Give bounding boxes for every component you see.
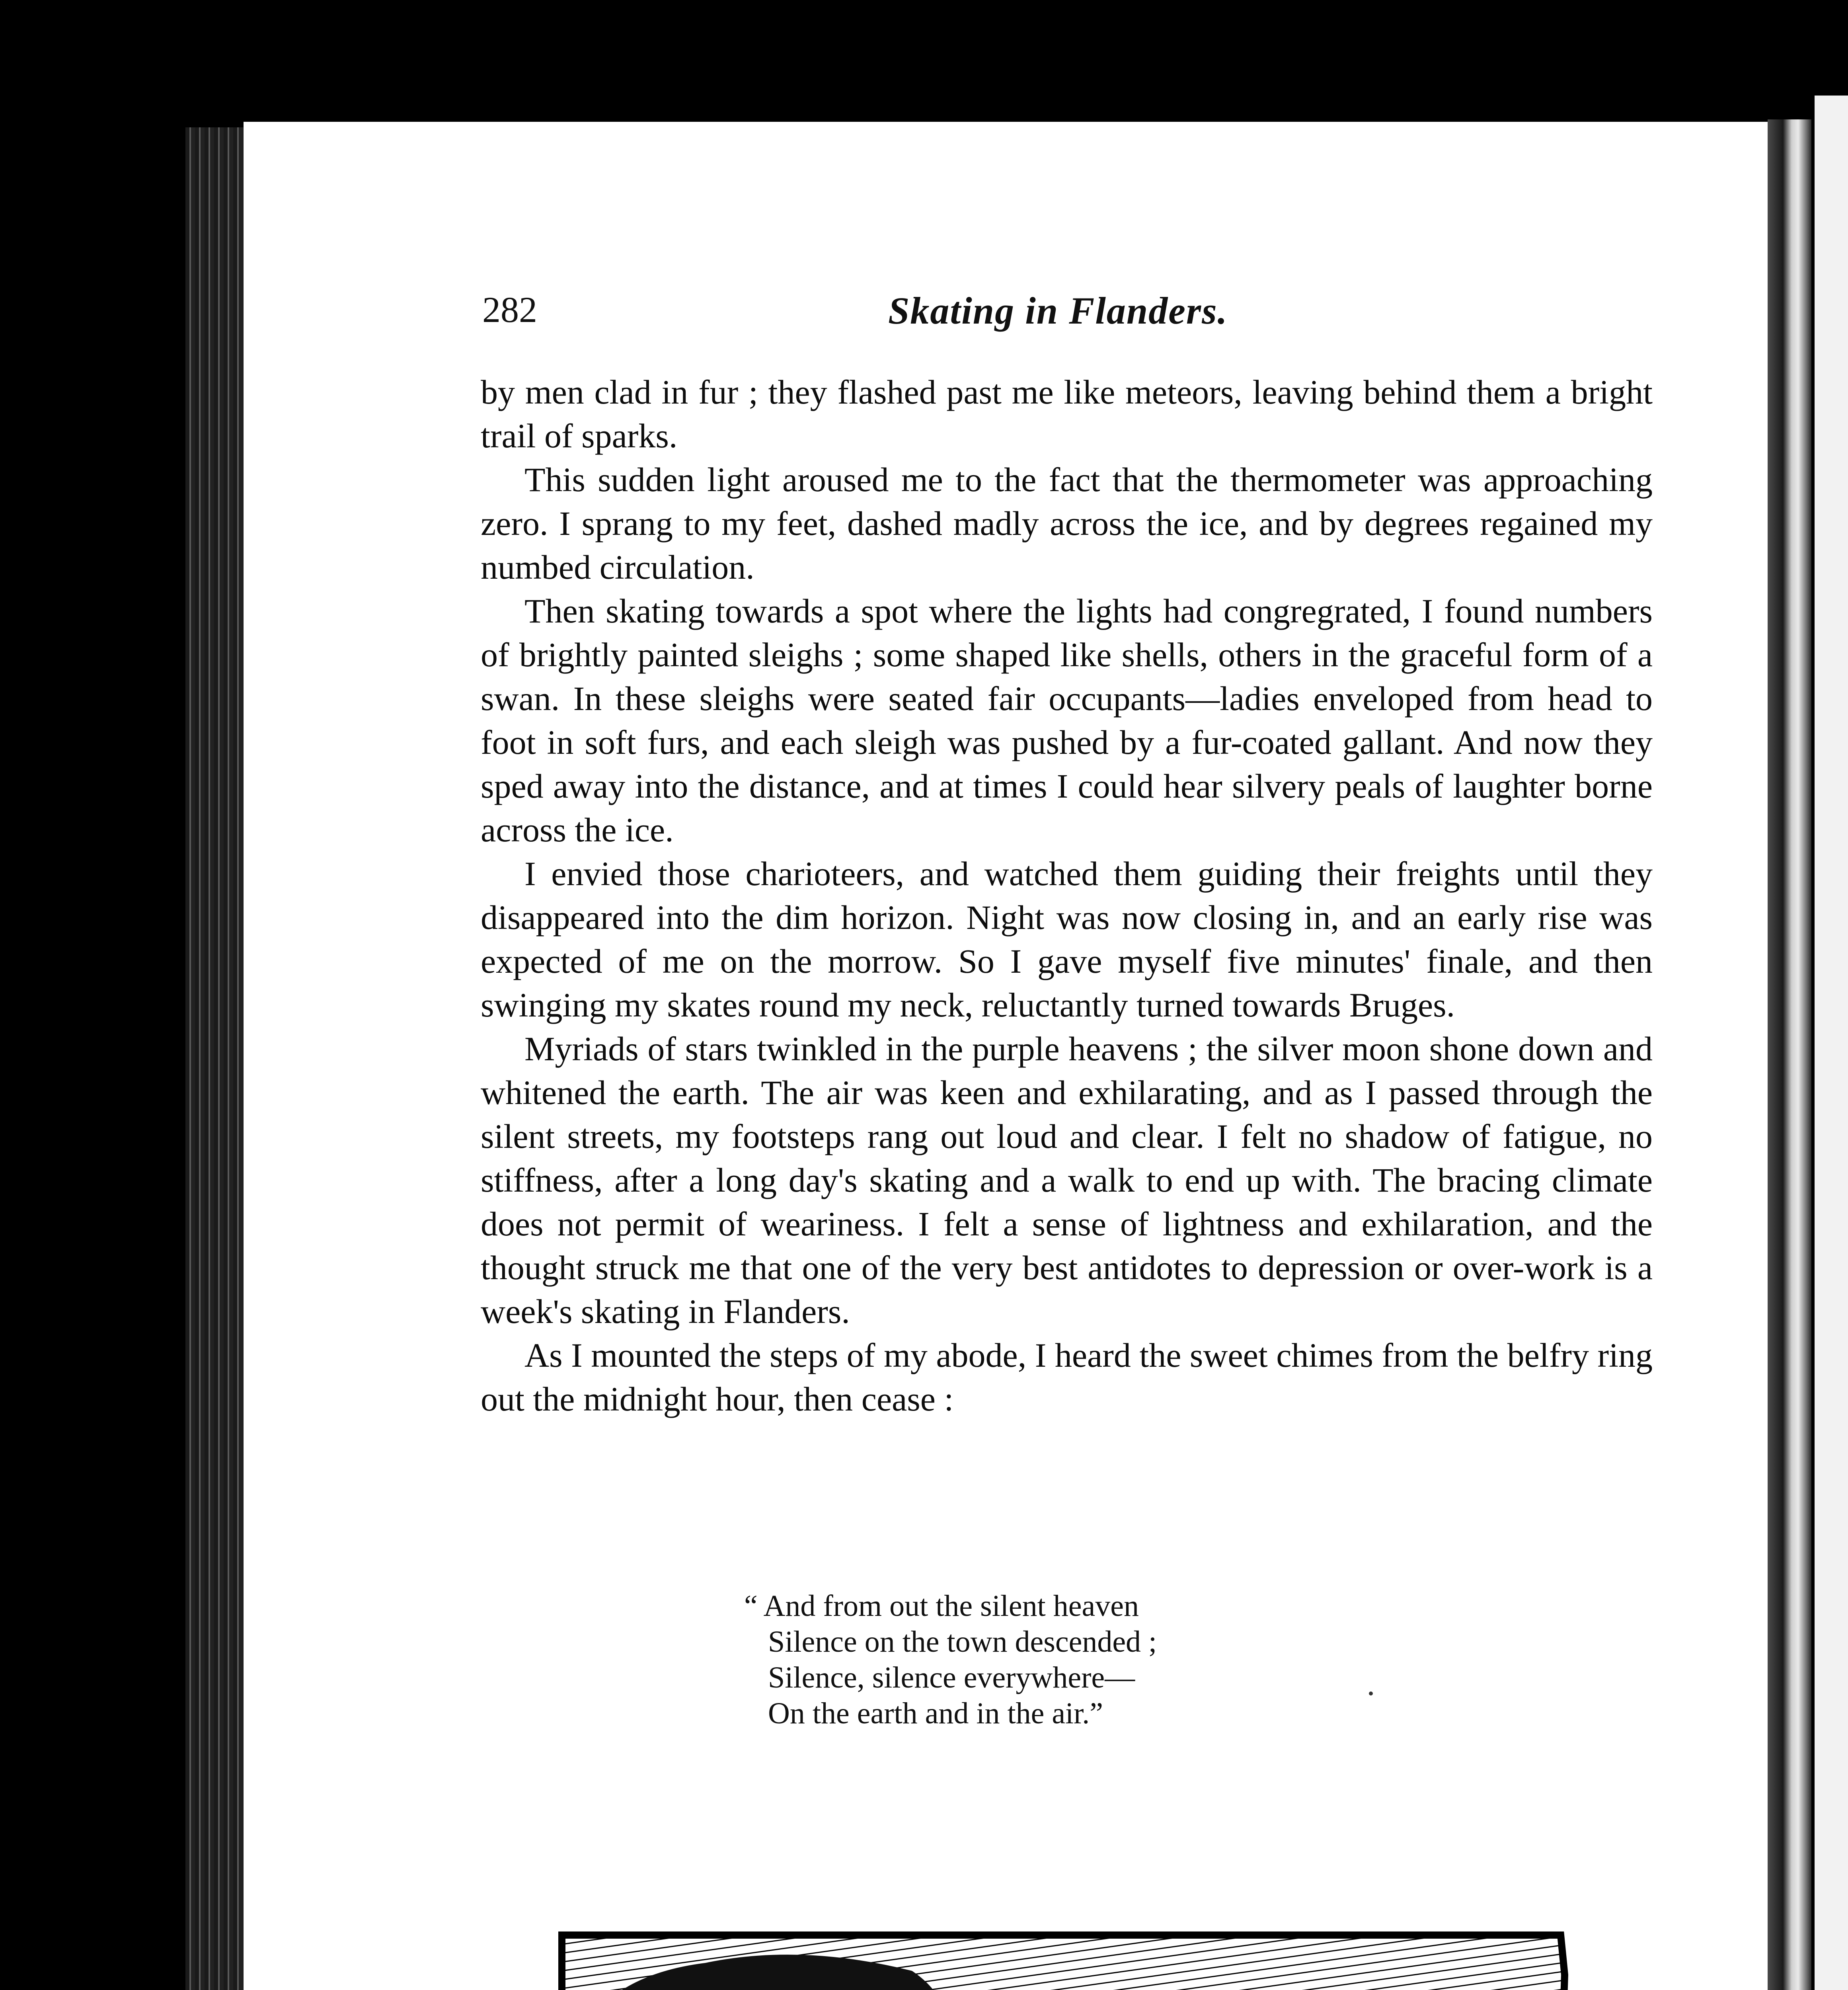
scan-speck: [1369, 1692, 1373, 1695]
paragraph: by men clad in fur ; they flashed past me like meteors, leaving behind them a bright trail of sparks.: [481, 373, 1653, 455]
paragraph: Then skating towards a spot where the lights had congregrated, I found numbers of brightly painted sleighs ; some shaped like shells, others in the graceful form of a swan. In these sleighs were seated fair occupants—ladies enveloped from head to foot in soft furs, and each sleigh was pushed by a fur-coated gallant. And now they sped away into the distance, and at times I could hear silvery peals of laughter borne across the ice.: [481, 592, 1653, 849]
paragraph: I envied those charioteers, and watched them guiding their freights until they disappeared into the dim horizon. Night was now closing in, and an early rise was expected of me on the morrow. So I gave myself five minutes' finale, and then swinging my skates round my neck, reluctantly turned towards Bruges.: [481, 855, 1653, 1024]
book-gutter-shadow: [1768, 119, 1811, 1990]
book-page-edges: [185, 127, 249, 1990]
paragraph: Myriads of stars twinkled in the purple heavens ; the silver moon shone down and whitened the earth. The air was keen and exhilarating, and as I passed through the silent streets, my footsteps rang out loud and clear. I felt no shadow of fatigue, no stiffness, after a long day's skating and a walk to end up with. The bracing climate does not permit of weariness. I felt a sense of lightness and exhilaration, and the thought struck me that one of the very best antidotes to depression or over-work is a week's skating in Flanders.: [481, 1030, 1653, 1331]
paragraph: As I mounted the steps of my abode, I heard the sweet chimes from the belfry ring out the midnight hour, then cease :: [481, 1336, 1653, 1418]
paragraph: This sudden light aroused me to the fact that the thermometer was approaching zero. I sprang to my feet, dashed madly across the ice, and by degrees regained my numbed circulation.: [481, 460, 1653, 586]
page-number: 282: [482, 289, 537, 330]
poem-quotation: [744, 1588, 1325, 1731]
next-page-strip: [1815, 96, 1848, 1990]
page-header: [482, 289, 1282, 340]
poem-line: On the earth and in the air.”: [768, 1697, 1103, 1730]
poem-line: Silence, silence everywhere—: [768, 1661, 1135, 1694]
running-title: Skating in Flanders.: [888, 289, 1228, 332]
poem-line: “ And from out the silent heaven: [744, 1589, 1139, 1623]
poem-line: Silence on the town descended ;: [768, 1625, 1157, 1658]
landscape-illustration: [554, 1927, 1569, 1990]
body-text: [481, 370, 1653, 1421]
